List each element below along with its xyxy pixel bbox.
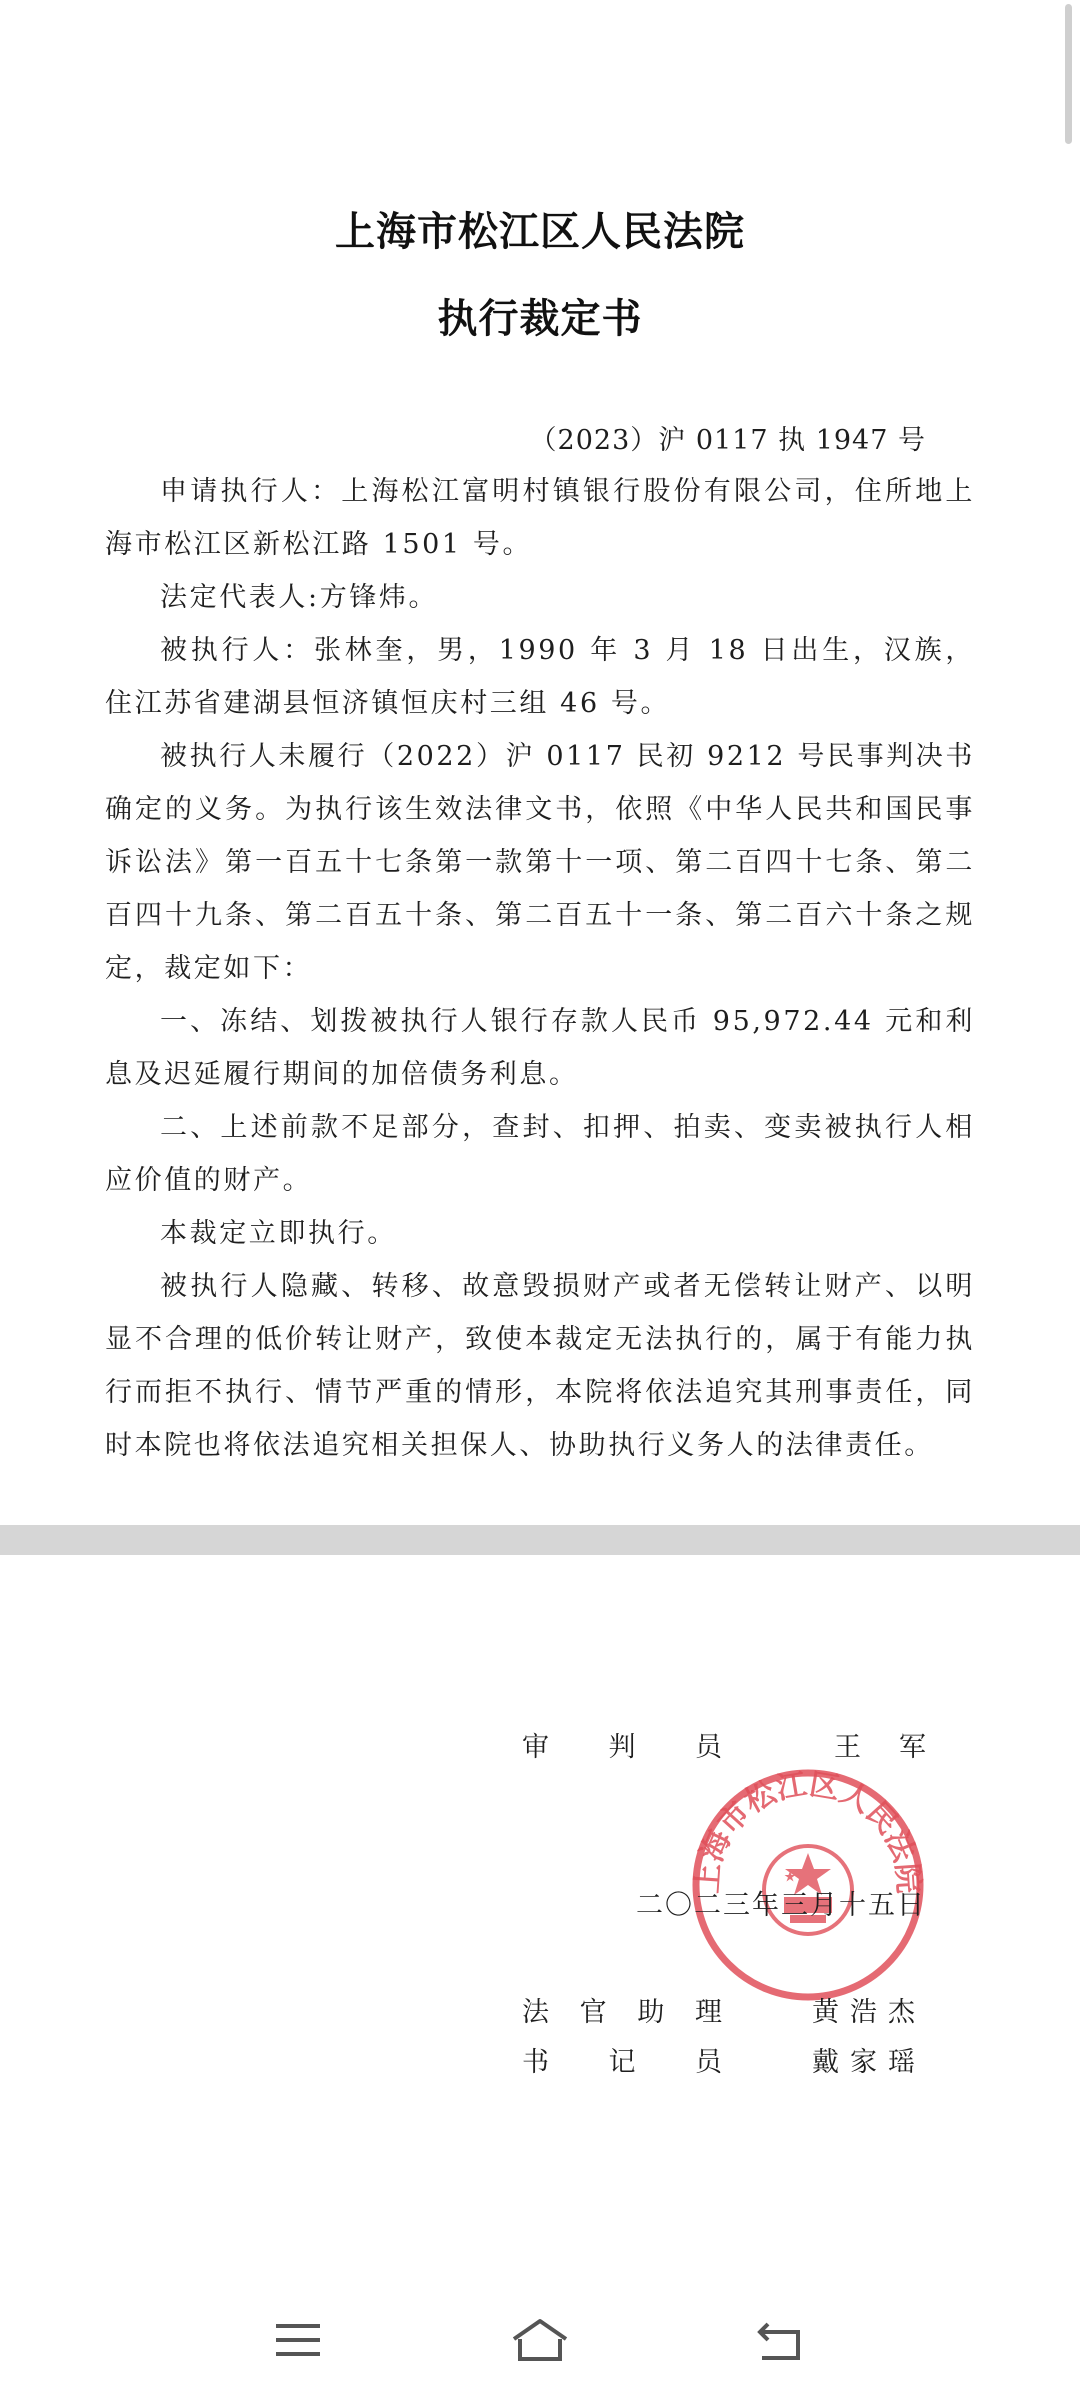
- label-char: 助: [637, 1997, 665, 2028]
- home-button[interactable]: [500, 2305, 580, 2375]
- assistant-label: [522, 1990, 722, 2029]
- paragraph-immediate: 本裁定立即执行。: [160, 1218, 397, 1249]
- paragraph-applicant: 申请执行人：上海松江富明村镇银行股份有限公司，住所地上海市松江区新松江路 1501 号。: [105, 476, 975, 560]
- clerk-label: [522, 2040, 722, 2079]
- back-button[interactable]: [740, 2305, 820, 2375]
- label-char: 员: [695, 2047, 722, 2078]
- label-char: 理: [694, 1997, 722, 2028]
- paragraph-legal-rep: 法定代表人:方锋炜。: [160, 582, 439, 613]
- judge-label: [522, 1725, 722, 1764]
- scrollbar[interactable]: [1065, 4, 1072, 144]
- court-name: 上海市松江区人民法院: [335, 208, 745, 255]
- page-separator: [0, 1525, 1080, 1555]
- svg-text:上海市松江区人民法院: 上海市松江区人民法院: [690, 1767, 926, 1895]
- judge-name: 王军: [834, 1732, 964, 1763]
- label-char: 审: [522, 1732, 549, 1763]
- paragraph-ruling-1: 一、冻结、划拨被执行人银行存款人民币 95,972.44 元和利息及迟延履行期间的加倍债务利息。: [105, 1006, 975, 1090]
- label-char: 判: [608, 1732, 636, 1763]
- menu-icon: [274, 2320, 322, 2360]
- paragraph-warning: 被执行人隐藏、转移、故意毁损财产或者无偿转让财产、以明显不合理的低价转让财产，致使本裁定无法执行的，属于有能力执行而拒不执行、情节严重的情形，本院将依法追究其刑事责任，同时本院也将依法追究相关担保人、协助执行义务人的法律责任。: [105, 1271, 975, 1461]
- label-char: 书: [522, 2047, 549, 2078]
- clerk-name: 戴家瑶: [812, 2047, 926, 2078]
- paragraph-respondent: 被执行人：张林奎，男，1990 年 3 月 18 日出生，汉族，住江苏省建湖县恒济镇恒庆村三组 46 号。: [105, 635, 975, 719]
- paragraph-ruling-2: 二、上述前款不足部分，查封、扣押、拍卖、变卖被执行人相应价值的财产。: [105, 1112, 975, 1196]
- menu-button[interactable]: [258, 2305, 338, 2375]
- label-char: 记: [608, 2047, 636, 2078]
- assistant-name: 黄浩杰: [812, 1997, 926, 2028]
- case-number: （2023）沪 0117 执 1947 号: [529, 425, 926, 456]
- system-navigation-bar: [0, 2275, 1080, 2400]
- paragraph-basis: 被执行人未履行（2022）沪 0117 民初 9212 号民事判决书确定的义务。为执行该生效法律文书，依照《中华人民共和国民事诉讼法》第一百五十七条第一款第十一项、第二百四十七条、第二百四十九条、第二百五十条、第二百五十一条、第二百六十条之规定，裁定如下：: [105, 741, 975, 984]
- label-char: 员: [695, 1732, 722, 1763]
- signing-date: 二〇二三年三月十五日: [636, 1890, 926, 1921]
- home-icon: [510, 2317, 570, 2363]
- label-char: 官: [579, 1997, 607, 2028]
- back-icon: [754, 2318, 806, 2362]
- document-body: [105, 465, 975, 1472]
- document-title: 执行裁定书: [437, 295, 643, 342]
- label-char: 法: [522, 1997, 549, 2028]
